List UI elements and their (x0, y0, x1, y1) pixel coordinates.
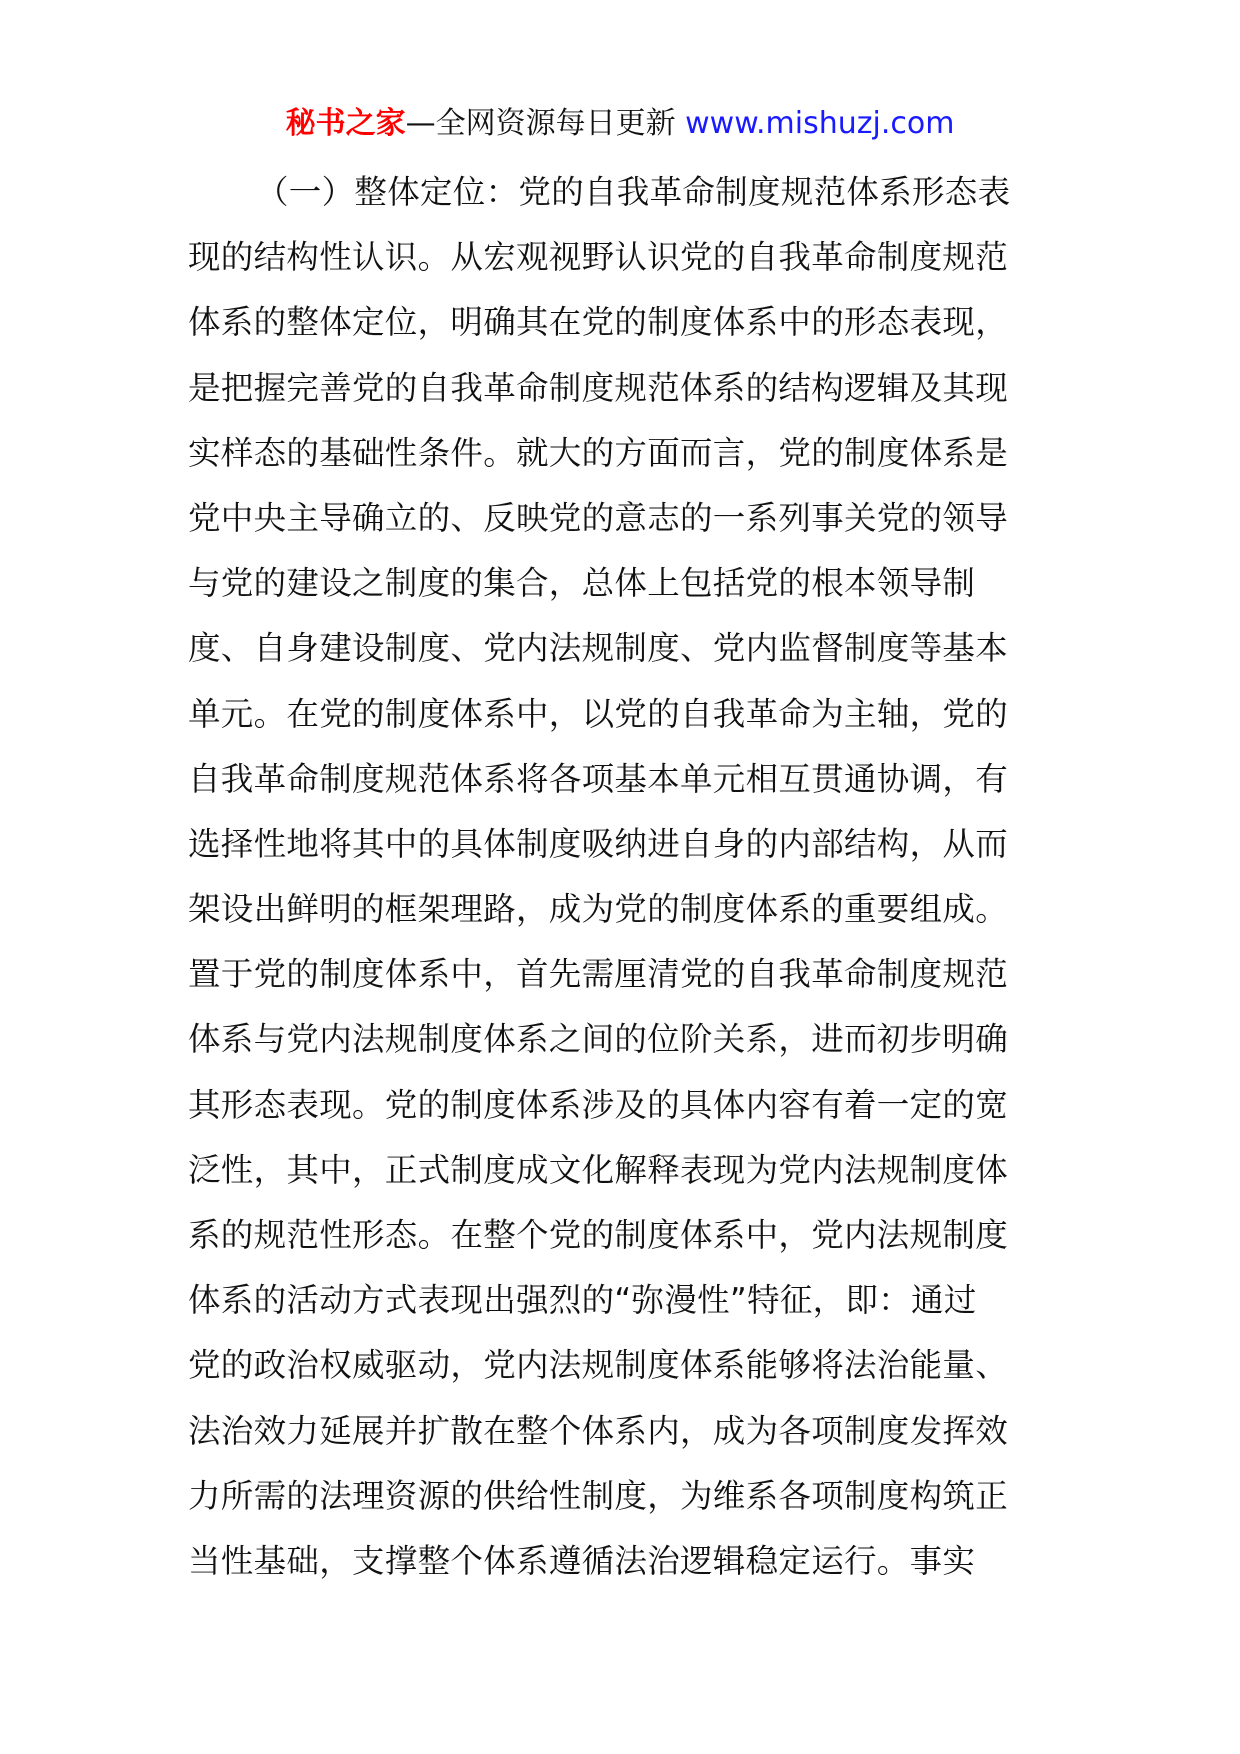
text-line: 体系的活动方式表现出强烈的“弥漫性”特征，即：通过 (188, 1281, 977, 1320)
header-tagline: —全网资源每日更新 (405, 106, 686, 141)
text-line: 现的结构性认识。从宏观视野认识党的自我革命制度规范 (188, 238, 1009, 277)
text-line: 置于党的制度体系中，首先需厘清党的自我革命制度规范 (188, 955, 1009, 994)
text-line: 度、自身建设制度、党内法规制度、党内监督制度等基本 (188, 629, 1009, 668)
text-line: 体系与党内法规制度体系之间的位阶关系，进而初步明确 (188, 1020, 1009, 1059)
brand-name: 秘书之家 (285, 106, 406, 141)
text-line: 体系的整体定位，明确其在党的制度体系中的形态表现， (188, 303, 1009, 342)
text-line: （一）整体定位：党的自我革命制度规范体系形态表 (256, 173, 1011, 211)
text-line: 实样态的基础性条件。就大的方面而言，党的制度体系是 (188, 433, 1009, 472)
text-line: 党的政治权威驱动，党内法规制度体系能够将法治能量、 (188, 1346, 1009, 1385)
text-line: 力所需的法理资源的供给性制度，为维系各项制度构筑正 (188, 1476, 1009, 1515)
text-line: 选择性地将其中的具体制度吸纳进自身的内部结构，从而 (188, 824, 1009, 863)
text-line: 当性基础，支撑整个体系遵循法治逻辑稳定运行。事实 (188, 1541, 976, 1580)
text-line: 党中央主导确立的、反映党的意志的一系列事关党的领导 (188, 498, 1009, 537)
text-line: 自我革命制度规范体系将各项基本单元相互贯通协调，有 (188, 759, 1009, 798)
text-line: 泛性，其中，正式制度成文化解释表现为党内法规制度体 (188, 1150, 1009, 1189)
text-line: 系的规范性形态。在整个党的制度体系中，党内法规制度 (188, 1216, 1009, 1254)
body-text (188, 160, 1056, 1600)
text-line: 与党的建设之制度的集合，总体上包括党的根本领导制 (188, 564, 976, 603)
text-line: 单元。在党的制度体系中，以党的自我革命为主轴，党的 (188, 694, 1009, 733)
text-line: 是把握完善党的自我革命制度规范体系的结构逻辑及其现 (188, 368, 1009, 407)
website-link[interactable]: www.mishuzj.com (685, 106, 955, 141)
watermark-header (0, 100, 1240, 148)
text-line: 其形态表现。党的制度体系涉及的具体内容有着一定的宽 (188, 1085, 1009, 1124)
text-line: 架设出鲜明的框架理路，成为党的制度体系的重要组成。 (188, 890, 1009, 929)
text-line: 法治效力延展并扩散在整个体系内，成为各项制度发挥效 (188, 1411, 1009, 1450)
